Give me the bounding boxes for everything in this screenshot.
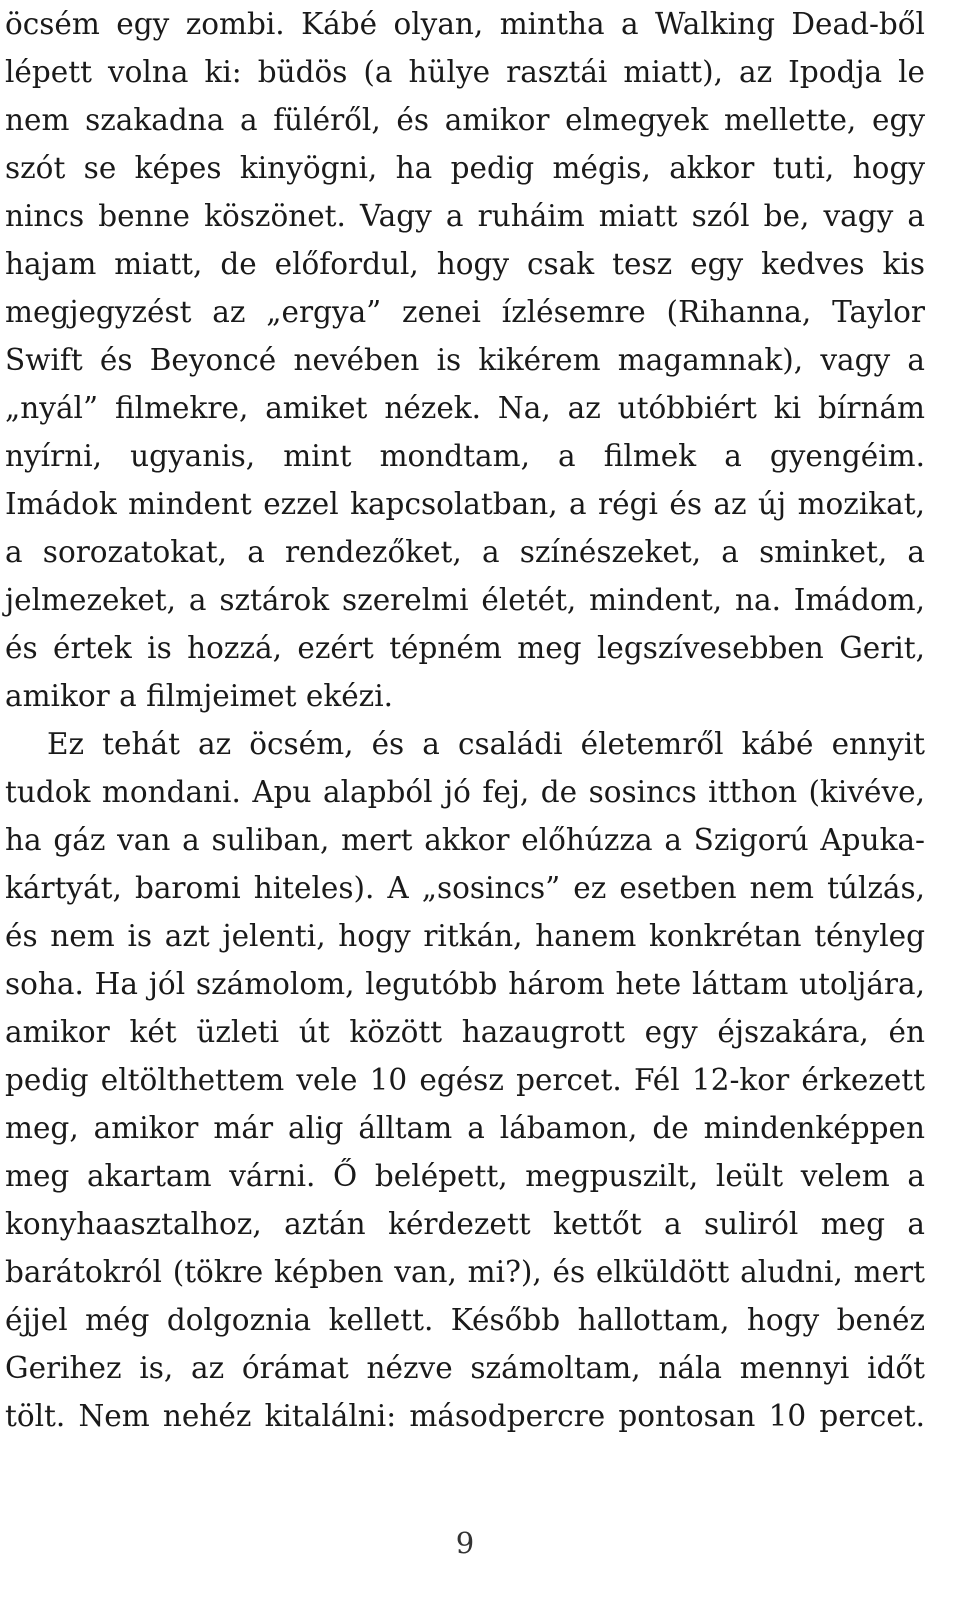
text-line: ha gáz van a suliban, mert akkor előhúzza a Szigorú Apuka- [5,823,925,857]
text-line: meg akartam várni. Ő belépett, megpuszilt, leült velem a [5,1159,925,1193]
text-line: hajam miatt, de előfordul, hogy csak tesz egy kedves kis [5,247,925,281]
page-number: 9 [455,1526,475,1560]
text-line: Gerihez is, az órámat nézve számoltam, nála mennyi időt [5,1351,925,1385]
text-line: megjegyzést az „ergya” zenei ízlésemre (Rihanna, Taylor [5,295,925,329]
text-line: jelmezeket, a sztárok szerelmi életét, mindent, na. Imádom, [5,583,925,617]
text-line: szót se képes kinyögni, ha pedig mégis, akkor tuti, hogy [5,151,925,185]
text-line: tudok mondani. Apu alapból jó fej, de sosincs itthon (kivéve, [5,775,925,809]
text-line: kártyát, baromi hiteles). A „sosincs” ez esetben nem túlzás, [5,871,925,905]
text-line: Swift és Beyoncé nevében is kikérem magamnak), vagy a [5,343,925,377]
paragraph-2 [5,720,925,1440]
paragraph-1 [5,0,925,720]
text-line: pedig eltölthettem vele 10 egész percet. Fél 12-kor érkezett [5,1063,925,1097]
text-line: amikor két üzleti út között hazaugrott egy éjszakára, én [5,1015,925,1049]
text-line: konyhaasztalhoz, aztán kérdezett kettőt a suliról meg a [5,1207,925,1241]
text-line: meg, amikor már alig álltam a lábamon, de mindenképpen [5,1111,925,1145]
text-line: amikor a filmjeimet ekézi. [5,679,394,713]
text-line: öcsém egy zombi. Kábé olyan, mintha a Walking Dead-ből [5,7,925,41]
text-line: nincs benne köszönet. Vagy a ruháim miatt szól be, vagy a [5,199,925,233]
text-line: nyírni, ugyanis, mint mondtam, a filmek a gyengéim. [5,439,925,473]
text-line: lépett volna ki: büdös (a hülye rasztái miatt), az Ipodja le [5,55,925,89]
text-line: a sorozatokat, a rendezőket, a színészeket, a sminket, a [5,535,925,569]
text-line: és nem is azt jelenti, hogy ritkán, hanem konkrétan tényleg [5,919,925,953]
text-line: éjjel még dolgoznia kellett. Később hallottam, hogy benéz [5,1303,925,1337]
text-line: barátokról (tökre képben van, mi?), és elküldött aludni, mert [5,1255,925,1289]
book-page-body [5,0,925,1440]
text-line: nem szakadna a füléről, és amikor elmegyek mellette, egy [5,103,925,137]
text-line: tölt. Nem nehéz kitalálni: másodpercre pontosan 10 percet. [5,1399,925,1433]
text-line: Imádok mindent ezzel kapcsolatban, a régi és az új mozikat, [5,487,925,521]
text-line: és értek is hozzá, ezért tépném meg legszívesebben Gerit, [5,631,925,665]
text-line: Ez tehát az öcsém, és a családi életemről kábé ennyit [47,727,925,761]
text-line: „nyál” filmekre, amiket nézek. Na, az utóbbiért ki bírnám [5,391,925,425]
text-line: soha. Ha jól számolom, legutóbb három hete láttam utoljára, [5,967,925,1001]
